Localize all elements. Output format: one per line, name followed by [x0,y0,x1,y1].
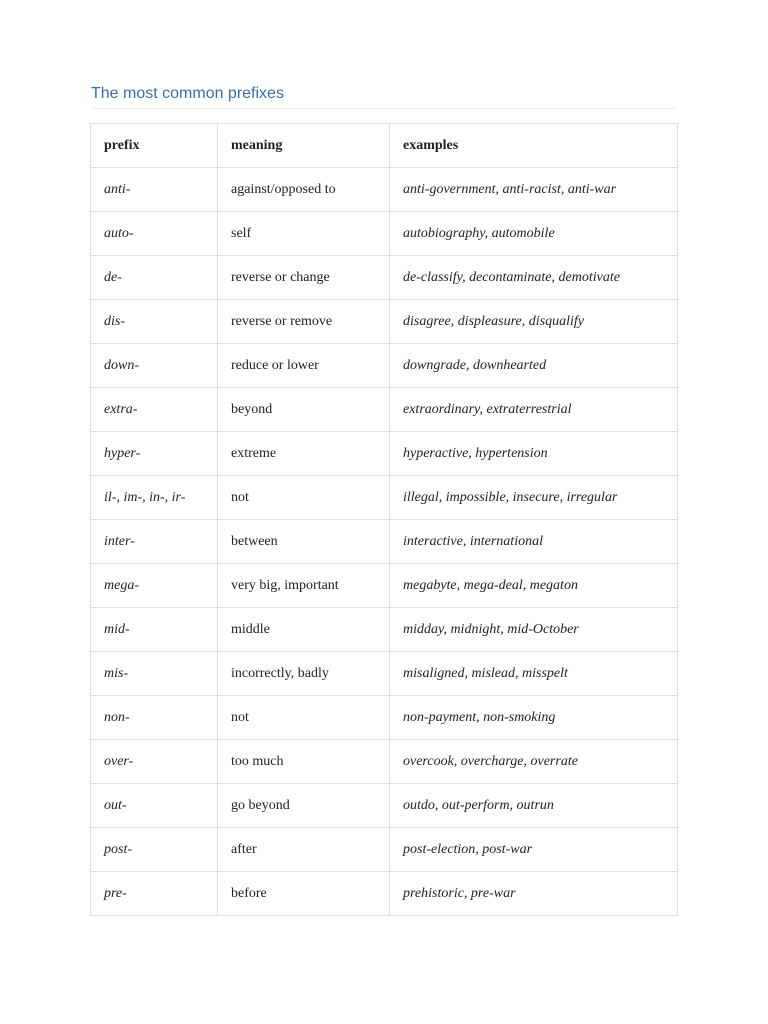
prefix-cell: anti- [91,168,218,212]
meaning-cell: too much [218,740,390,784]
meaning-cell: middle [218,608,390,652]
examples-cell: extraordinary, extraterrestrial [390,388,678,432]
prefix-cell: auto- [91,212,218,256]
prefix-cell: over- [91,740,218,784]
table-row [91,300,678,344]
examples-cell: overcook, overcharge, overrate [390,740,678,784]
examples-cell: interactive, international [390,520,678,564]
page-title: The most common prefixes [91,85,284,102]
meaning-cell: after [218,828,390,872]
examples-cell: hyperactive, hypertension [390,432,678,476]
meaning-cell: between [218,520,390,564]
prefix-cell: pre- [91,872,218,916]
prefix-cell: mis- [91,652,218,696]
prefix-table [90,123,678,916]
table-row [91,696,678,740]
table-row [91,520,678,564]
meaning-cell: not [218,696,390,740]
table-row [91,784,678,828]
examples-cell: prehistoric, pre-war [390,872,678,916]
table-row [91,740,678,784]
examples-cell: de-classify, decontaminate, demotivate [390,256,678,300]
meaning-cell: reverse or change [218,256,390,300]
meaning-cell: reverse or remove [218,300,390,344]
meaning-cell: very big, important [218,564,390,608]
table-row [91,212,678,256]
prefix-cell: inter- [91,520,218,564]
meaning-cell: reduce or lower [218,344,390,388]
table-header-row [91,124,678,168]
prefix-cell: dis- [91,300,218,344]
meaning-cell: not [218,476,390,520]
header-prefix: prefix [91,124,218,168]
meaning-cell: go beyond [218,784,390,828]
examples-cell: outdo, out-perform, outrun [390,784,678,828]
prefix-cell: non- [91,696,218,740]
examples-cell: megabyte, mega-deal, megaton [390,564,678,608]
meaning-cell: against/opposed to [218,168,390,212]
meaning-cell: self [218,212,390,256]
prefix-cell: hyper- [91,432,218,476]
table-row [91,872,678,916]
table-row [91,564,678,608]
table-row [91,608,678,652]
table-row [91,344,678,388]
examples-cell: illegal, impossible, insecure, irregular [390,476,678,520]
meaning-cell: extreme [218,432,390,476]
table-row [91,828,678,872]
prefix-cell: down- [91,344,218,388]
examples-cell: midday, midnight, mid-October [390,608,678,652]
title-divider [91,108,676,109]
meaning-cell: before [218,872,390,916]
table-row [91,388,678,432]
prefix-cell: out- [91,784,218,828]
examples-cell: disagree, displeasure, disqualify [390,300,678,344]
prefix-cell: mega- [91,564,218,608]
prefix-cell: extra- [91,388,218,432]
examples-cell: misaligned, mislead, misspelt [390,652,678,696]
table-row [91,256,678,300]
examples-cell: non-payment, non-smoking [390,696,678,740]
examples-cell: post-election, post-war [390,828,678,872]
table-row [91,652,678,696]
table-row [91,168,678,212]
meaning-cell: incorrectly, badly [218,652,390,696]
prefix-cell: post- [91,828,218,872]
prefix-cell: de- [91,256,218,300]
header-examples: examples [390,124,678,168]
examples-cell: anti-government, anti-racist, anti-war [390,168,678,212]
prefix-cell: mid- [91,608,218,652]
header-meaning: meaning [218,124,390,168]
meaning-cell: beyond [218,388,390,432]
table-row [91,476,678,520]
prefix-cell: il-, im-, in-, ir- [91,476,218,520]
examples-cell: autobiography, automobile [390,212,678,256]
examples-cell: downgrade, downhearted [390,344,678,388]
table-row [91,432,678,476]
